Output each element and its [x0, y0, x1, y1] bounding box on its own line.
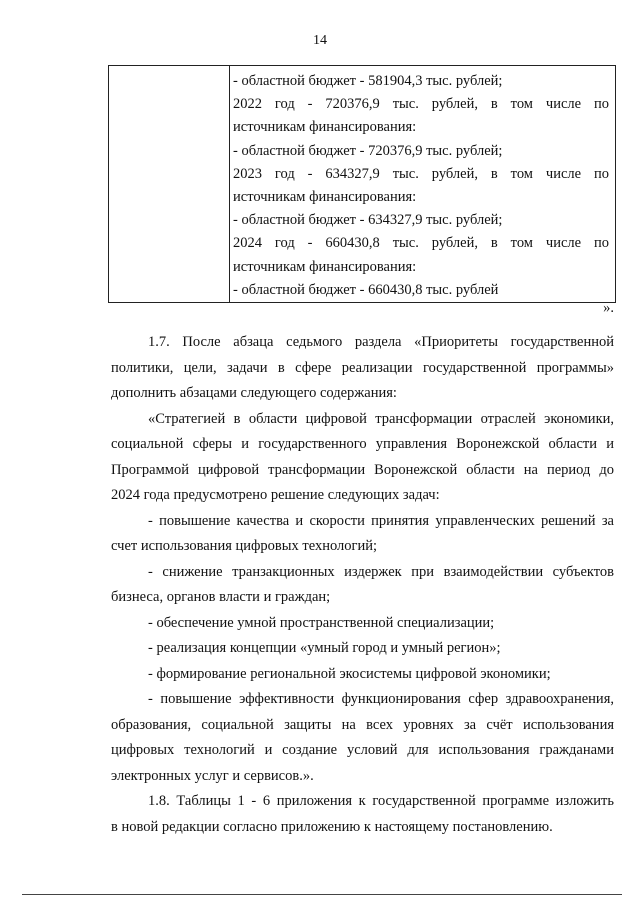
text-line: 1.7. После абзаца седьмого раздела «Приоритеты государственной	[148, 334, 614, 350]
text-line: - формирование региональной экосистемы цифровой экономики;	[148, 665, 551, 682]
text-line: - снижение транзакционных издержек при взаимодействии субъектов	[148, 563, 614, 580]
text-line: счет использования цифровых технологий;	[111, 538, 378, 554]
budget-line: источникам финансирования:	[233, 188, 417, 205]
budget-line: - областной бюджет - 720376,9 тыс. рублей;	[233, 142, 503, 159]
table-content-cell	[230, 66, 616, 303]
text-line: Программой цифровой трансформации Воронежской области на период до	[111, 461, 614, 478]
text-line: образования, социальной защиты на всех уровнях за счёт использования	[111, 716, 614, 733]
budget-line: - областной бюджет - 581904,3 тыс. рублей;	[233, 73, 503, 89]
budget-line: источникам финансирования:	[233, 119, 417, 136]
text-line: «Стратегией в области цифровой трансформации отраслей экономики,	[148, 410, 614, 427]
budget-line: источникам финансирования:	[233, 258, 417, 275]
closing-quote: ».	[603, 300, 614, 316]
budget-line: 2022 год - 720376,9 тыс. рублей, в том числе по	[233, 96, 609, 113]
text-line: электронных услуг и сервисов.».	[111, 767, 314, 784]
budget-table	[108, 65, 616, 303]
budget-line: - областной бюджет - 634327,9 тыс. рублей;	[233, 212, 503, 229]
text-line: - обеспечение умной пространственной специализации;	[148, 614, 495, 631]
budget-line: 2023 год - 634327,9 тыс. рублей, в том числе по	[233, 165, 609, 182]
table-row	[109, 66, 616, 303]
text-line: политики, цели, задачи в сфере реализации государственной программы»	[111, 359, 614, 376]
text-line: цифровых технологий и создание условий для использования гражданами	[111, 742, 614, 758]
text-line: в новой редакции согласно приложению к настоящему постановлению.	[111, 818, 553, 835]
budget-line: - областной бюджет - 660430,8 тыс. рублей	[233, 281, 499, 298]
text-line: - реализация концепции «умный город и умный регион»;	[148, 640, 501, 656]
table-label-cell	[109, 66, 230, 303]
budget-line: 2024 год - 660430,8 тыс. рублей, в том числе по	[233, 235, 609, 252]
text-line: - повышение эффективности функционирования сфер здравоохранения,	[148, 691, 614, 707]
text-line: социальной сферы и государственного управления Воронежской области и	[111, 436, 614, 452]
text-line: дополнить абзацами следующего содержания:	[111, 385, 397, 401]
text-line: бизнеса, органов власти и граждан;	[111, 589, 331, 605]
text-line: 1.8. Таблицы 1 - 6 приложения к государственной программе изложить	[148, 793, 614, 809]
footer-rule	[22, 894, 622, 895]
text-line: 2024 года предусмотрено решение следующих задач:	[111, 487, 440, 503]
text-line: - повышение качества и скорости принятия управленческих решений за	[148, 512, 614, 529]
page-number: 14	[313, 33, 327, 48]
document-body	[111, 330, 614, 840]
